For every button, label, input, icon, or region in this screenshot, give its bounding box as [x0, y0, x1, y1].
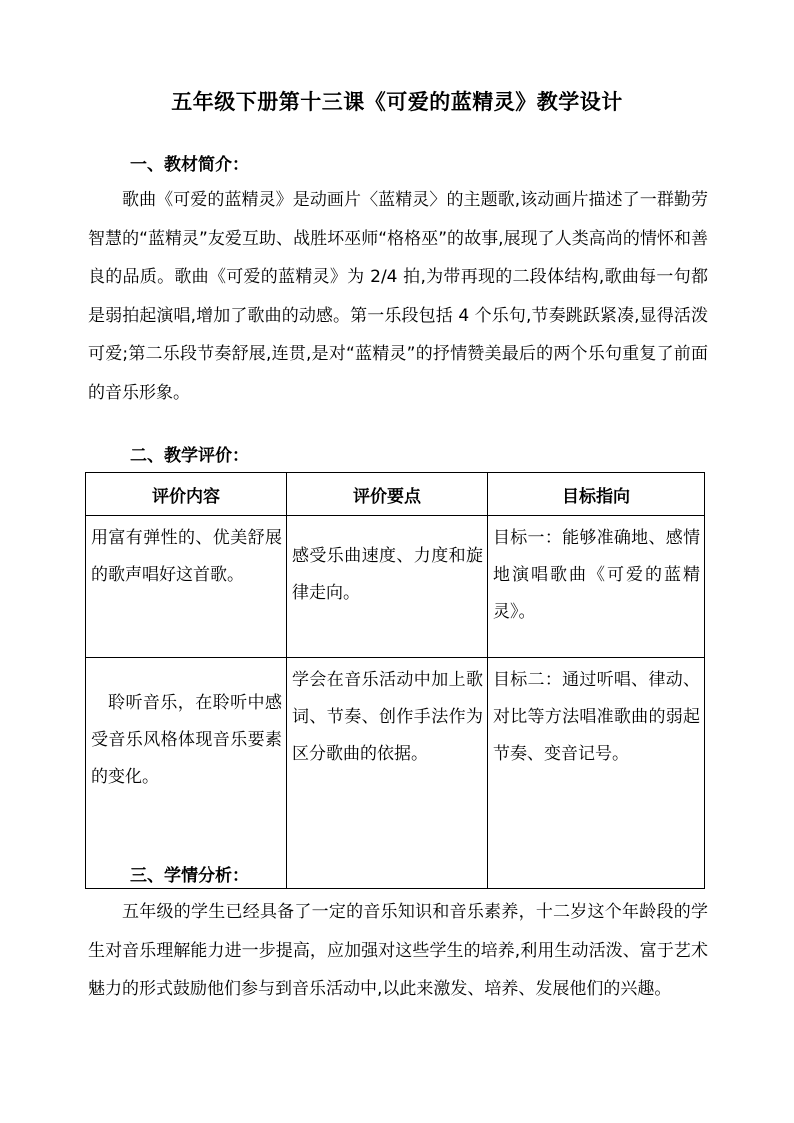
cell-goal: 目标一：能够准确地、感情地演唱歌曲《可爱的蓝精灵》。: [488, 516, 705, 658]
table-row: [86, 658, 705, 889]
section-heading-student-analysis: 三、学情分析：: [130, 866, 249, 886]
cell-goal: 目标二：通过听唱、律动、对比等方法唱准歌曲的弱起节奏、变音记号。: [488, 658, 705, 889]
cell-eval-points: 学会在音乐活动中加上歌词、节奏、创作手法作为区分歌曲的依据。: [287, 658, 488, 889]
table-header-row: [86, 473, 705, 516]
cell-eval-points: 感受乐曲速度、力度和旋律走向。: [287, 516, 488, 658]
cell-eval-content: 用富有弹性的、优美舒展的歌声唱好这首歌。: [86, 516, 287, 658]
header-eval-content: 评价内容: [86, 473, 287, 516]
cell-eval-content: 聆听音乐，在聆听中感受音乐风格体现音乐要素的变化。: [86, 658, 287, 889]
evaluation-table: [85, 472, 705, 889]
header-eval-points: 评价要点: [287, 473, 488, 516]
student-analysis-paragraph: 五年级的学生已经具备了一定的音乐知识和音乐素养，十二岁这个年龄段的学生对音乐理解能力进一步提高，应加强对这些学生的培养,利用生动活泼、富于艺术魅力的形式鼓励他们参与到音乐活动中,以此来激发、培养、发展他们的兴趣。: [88, 902, 708, 1000]
section-heading-teaching-evaluation: 二、教学评价：: [130, 446, 249, 466]
header-goal: 目标指向: [488, 473, 705, 516]
textbook-intro-paragraph: 歌曲《可爱的蓝精灵》是动画片〈蓝精灵〉的主题歌,该动画片描述了一群勤劳智慧的“蓝精灵”友爱互助、战胜坏巫师“格格巫”的故事,展现了人类高尚的情怀和善良的品质。歌曲《可爱的蓝精灵》为 2/4 拍,为带再现的二段体结构,歌曲每一句都是弱拍起演唱,增加了歌曲的动感。第一乐段包括 4 个乐句,节奏跳跃紧凑,显得活泼可爱;第二乐段节奏舒展,连贯,是对“蓝精灵”的抒情赞美最后的两个乐句重复了前面的音乐形象。: [88, 190, 708, 403]
section-heading-textbook-intro: 一、教材简介：: [130, 155, 249, 175]
page-title: 五年级下册第十三课《可爱的蓝精灵》教学设计: [171, 90, 623, 114]
table-row: [86, 516, 705, 658]
